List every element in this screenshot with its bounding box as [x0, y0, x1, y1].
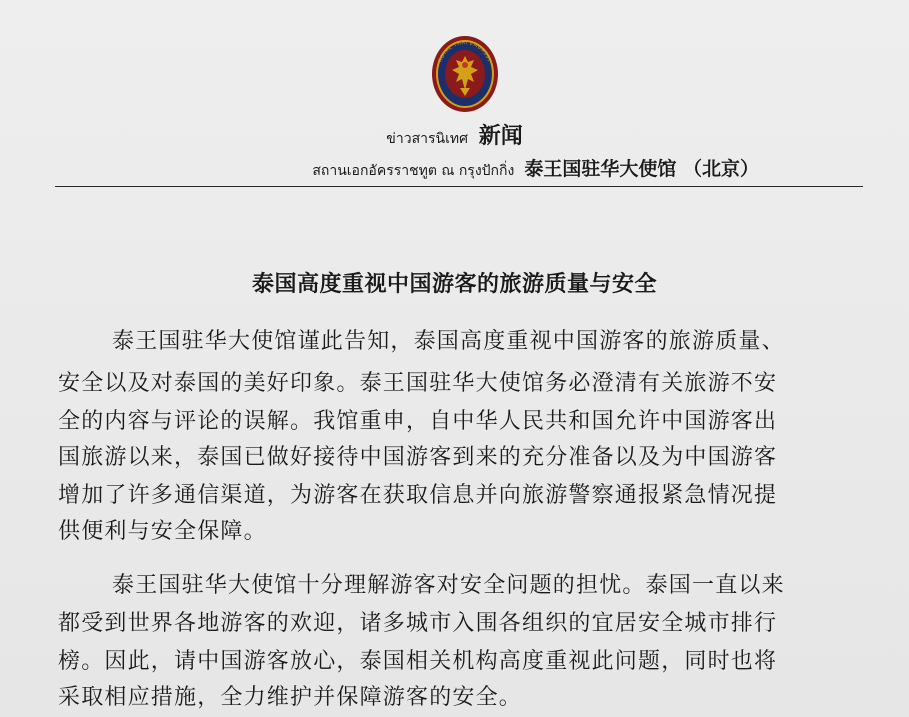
header-news-line	[0, 122, 909, 153]
paragraph1-line: 安全以及对泰国的美好印象。泰王国驻华大使馆务必澄清有关旅游不安	[58, 371, 778, 396]
cn-embassy-label: 泰王国驻华大使馆 （北京）	[524, 158, 759, 180]
paragraph2-line: 泰王国驻华大使馆十分理解游客对安全问题的担忧。泰国一直以来	[112, 573, 785, 598]
thai-embassy-label: สถานเอกอัครราชทูต ณ กรุงปักกิ่ง	[312, 163, 515, 179]
paragraph1-line: 泰王国驻华大使馆谨此告知，泰国高度重视中国游客的旅游质量、	[112, 329, 785, 354]
thai-news-label: ข่าวสารนิเทศ	[386, 131, 468, 147]
royal-thai-garuda-emblem-icon	[430, 32, 500, 116]
header-embassy-line	[312, 156, 759, 184]
emblem-arc-text: ROYAL THAI EMBASSY	[437, 39, 493, 64]
paragraph1-line: 国旅游以来，泰国已做好接待中国游客到来的充分准备以及为中国游客	[58, 445, 778, 470]
paragraph1-line: 全的内容与评论的误解。我馆重申，自中华人民共和国允许中国游客出	[58, 409, 778, 434]
paragraph1-line: 增加了许多通信渠道，为游客在获取信息并向旅游警察通报紧急情况提	[58, 483, 778, 508]
cn-news-label: 新闻	[478, 123, 523, 149]
article-title: 泰国高度重视中国游客的旅游质量与安全	[251, 271, 657, 297]
paragraph2-line: 都受到世界各地游客的欢迎，诸多城市入围各组织的宜居安全城市排行	[58, 611, 778, 636]
paragraph1-line: 供便利与安全保障。	[58, 519, 267, 544]
paragraph2-line: 采取相应措施，全力维护并保障游客的安全。	[58, 685, 523, 710]
header-divider	[55, 186, 863, 187]
paragraph2-line: 榜。因此，请中国游客放心，泰国相关机构高度重视此问题，同时也将	[58, 649, 778, 674]
